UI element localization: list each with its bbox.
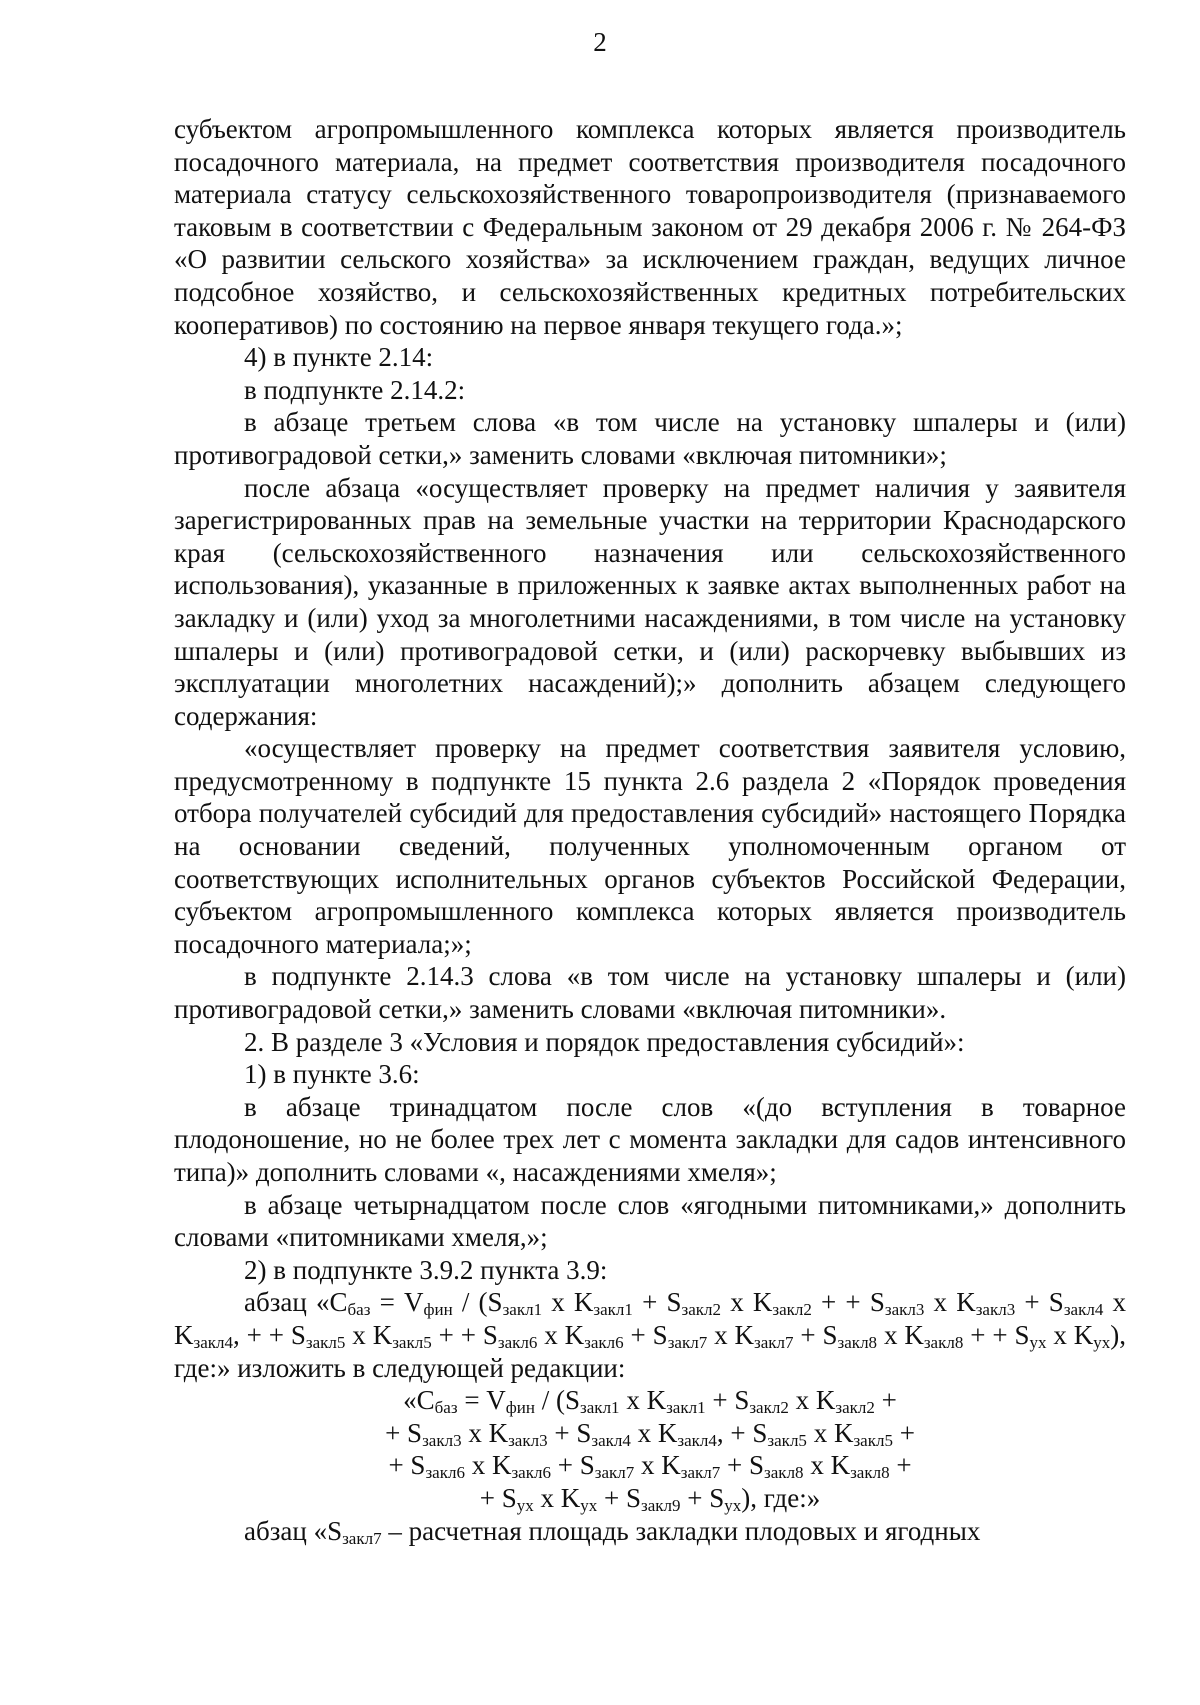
paragraph: после абзаца «осуществляет проверку на предмет наличия у заявителя зарегистрированных прав на земельные участки на территории Краснодарского края (сельскохозяйственного назначения или сельскохозяйственного использования), указанные в приложенных к заявке актах выполненных работ на закладку и (или) уход за многолетними насаждениями, в том числе на установку шпалеры и (или) противоградовой сетки, и (или) раскорчевку выбывших из эксплуатации многолетних насаждений);» дополнить абзацем следующего содержания: (174, 472, 1126, 731)
paragraph: 2) в подпункте 3.9.2 пункта 3.9: (244, 1254, 608, 1285)
paragraph: 4) в пункте 2.14: (244, 342, 434, 373)
paragraph: в подпункте 2.14.3 слова «в том числе на установку шпалеры и (или) противоградовой сетки,» заменить словами «включая питомники». (174, 961, 1126, 1025)
paragraph: в абзаце третьем слова «в том числе на установку шпалеры и (или) противоградовой сетки,» заменить словами «включая питомники»; (174, 407, 1126, 470)
formula-paragraph-old: абзац «$С_{баз} = V_{фин} / (S_{закл1}$ x $K_{закл1} + S_{закл2}$ x $K_{закл2}$ + + $S_{закл3}$ x $K_{закл3} + S_{закл4}$ x $K_{закл4}$, + + $S_{закл5}$ x $K_{закл5}$ + + $S_{закл6}$ x $K_{закл6} + S_{закл7}$ x $K_{закл7} + S_{закл8}$ x $K_{закл8}$ + + $S_{ух}$ x $K_{ух}$), где:» изложить в следующей редакции: (174, 1287, 1127, 1383)
formula-paragraph-last: абзац «$S_{закл7}$ – расчетная площадь закладки плодовых и ягодных (244, 1515, 981, 1548)
paragraph: в абзаце четырнадцатом после слов «ягодными питомниками,» дополнить словами «питомниками хмеля,»; (174, 1189, 1126, 1253)
paragraph: 1) в пункте 3.6: (244, 1059, 420, 1090)
formula-line-2: + $S_{закл3}$ x $K_{закл3} + S_{закл4}$ x $K_{закл4}$, + $S_{закл5}$ x $K_{закл5}$ + (385, 1417, 915, 1450)
paragraph: 2. В разделе 3 «Условия и порядок предоставления субсидий»: (244, 1026, 965, 1057)
formula-line-3: + $S_{закл6}$ x $K_{закл6} + S_{закл7}$ x $K_{закл7} + S_{закл8}$ x $K_{закл8}$ + (388, 1450, 912, 1483)
paragraph: в подпункте 2.14.2: (244, 374, 466, 405)
paragraph: «осуществляет проверку на предмет соответствия заявителя условию, предусмотренному в подпункте 15 пункта 2.6 раздела 2 «Порядок проведения отбора получателей субсидий для предоставления субсидий» настоящего Порядка на основании сведений, полученных уполномоченным органом от соответствующих исполнительных органов субъектов Российской Федерации, субъектом агропромышленного комплекса которых является производитель посадочного материала;»; (174, 733, 1126, 959)
formula-line-1: «$С_{баз} = V_{фин} / (S_{закл1}$ x $K_{закл1} + S_{закл2}$ x $K_{закл2}$ + (403, 1385, 897, 1418)
paragraph: в абзаце тринадцатом после слов «(до вступления в товарное плодоношение, но не более трех лет с момента закладки для садов интенсивного типа)» дополнить словами «, насаждениями хмеля»; (174, 1091, 1126, 1187)
formula-line-4: + $S_{ух}$ x $K_{ух} + S_{закл9} + S_{ух}$), где:» (479, 1482, 821, 1515)
page-number: 2 (593, 27, 607, 57)
paragraph: субъектом агропромышленного комплекса которых является производитель посадочного материала, на предмет соответствия производителя посадочного материала статусу сельскохозяйственного товаропроизводителя (признаваемого таковым в соответствии с Федеральным законом от 29 декабря 2006 г. № 264-ФЗ «О развитии сельского хозяйства» за исключением граждан, ведущих личное подсобное хозяйство, и сельскохозяйственных кредитных потребительских кооперативов) по состоянию на первое января текущего года.»; (174, 114, 1126, 340)
document-body (174, 113, 1126, 1547)
